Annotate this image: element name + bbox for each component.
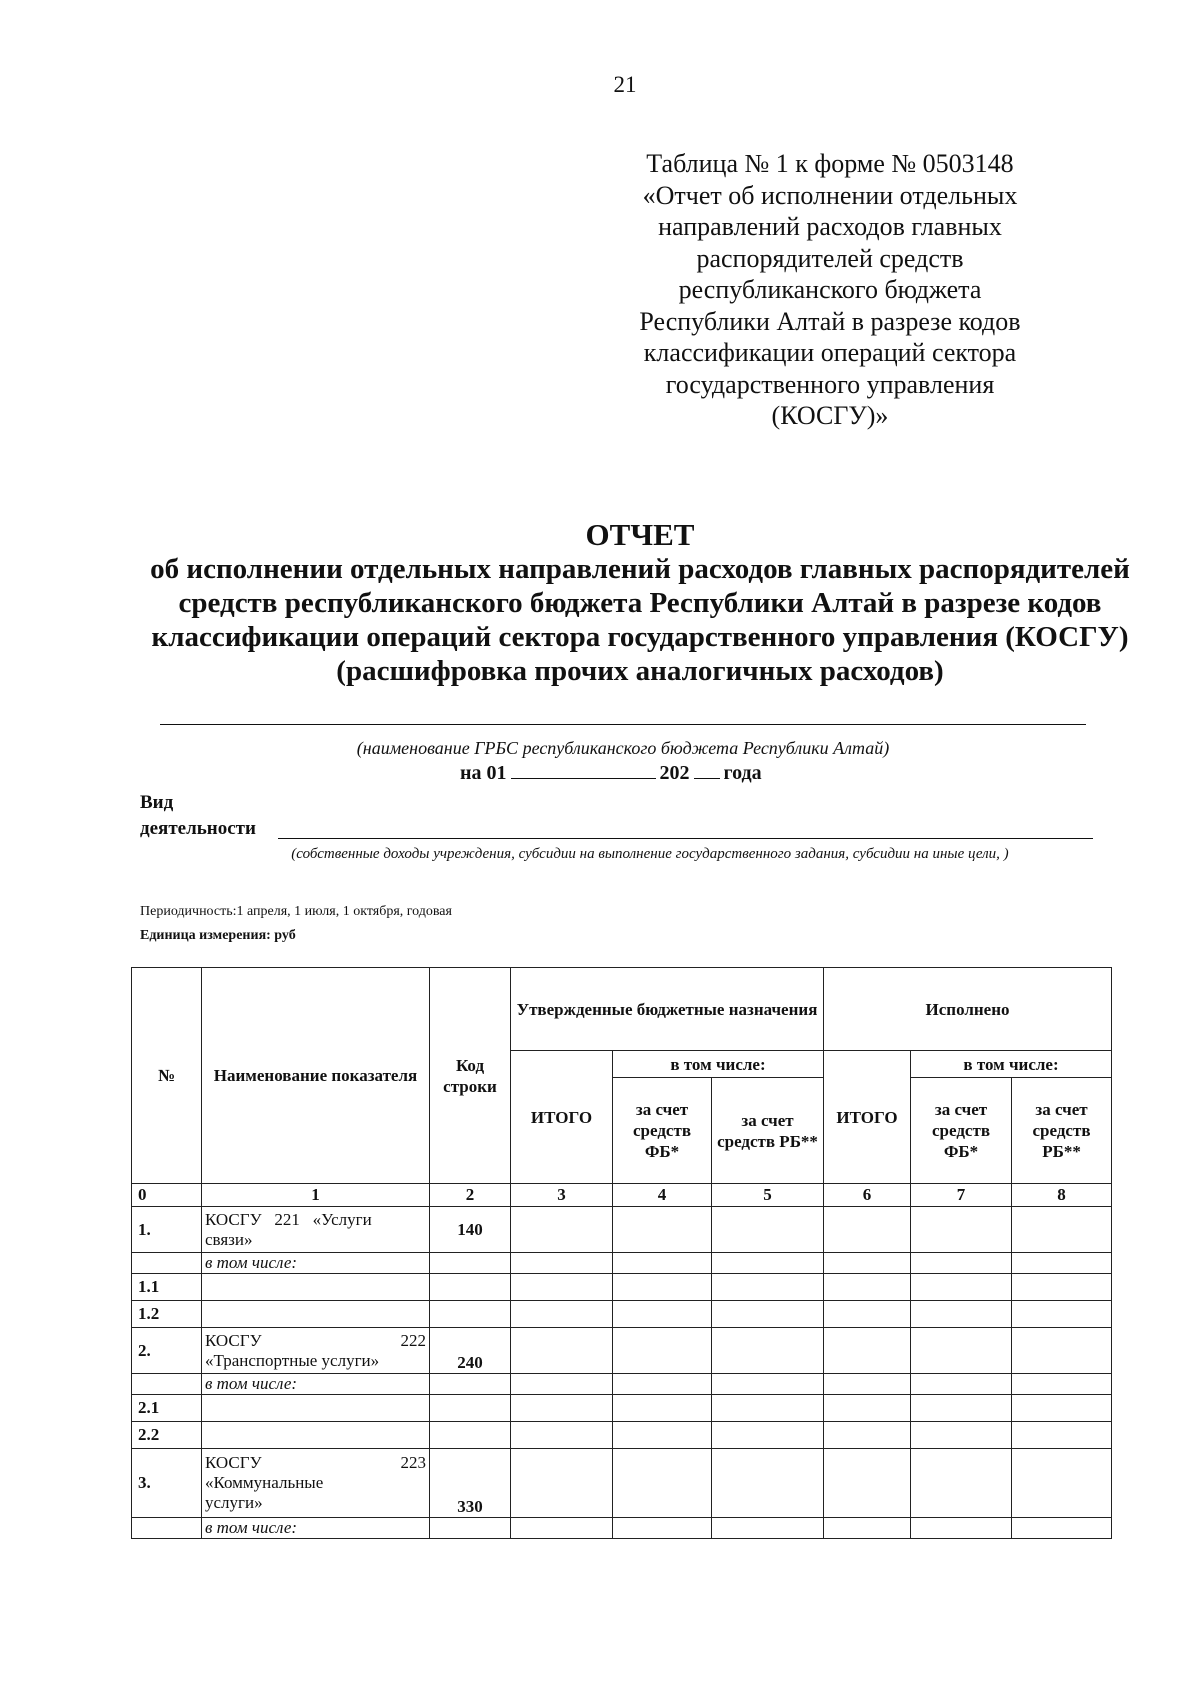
row-name-line: услуги» bbox=[205, 1493, 263, 1512]
report-table bbox=[131, 967, 1112, 1539]
value-cell[interactable] bbox=[1012, 1253, 1112, 1274]
header-executed: Исполнено bbox=[824, 968, 1112, 1051]
appendix-line: государственного управления bbox=[665, 369, 995, 399]
row-num: 1. bbox=[132, 1207, 202, 1253]
header-name: Наименование показателя bbox=[202, 968, 430, 1184]
row-name-line: «Коммунальные bbox=[205, 1473, 324, 1492]
appendix-line: классификации операций сектора bbox=[643, 338, 1017, 367]
grbs-note: (наименование ГРБС республиканского бюджета Республики Алтай) bbox=[356, 738, 890, 758]
date-month-blank[interactable] bbox=[511, 764, 656, 779]
including-label: в том числе: bbox=[202, 1518, 430, 1539]
value-cell[interactable] bbox=[202, 1301, 430, 1328]
value-cell[interactable] bbox=[824, 1422, 911, 1449]
value-cell[interactable] bbox=[911, 1328, 1012, 1374]
value-cell[interactable] bbox=[911, 1518, 1012, 1539]
value-cell[interactable] bbox=[613, 1374, 712, 1395]
row-code: 330 bbox=[430, 1449, 511, 1518]
row-num: 3. bbox=[132, 1449, 202, 1518]
table-row bbox=[132, 1328, 1112, 1374]
value-cell[interactable] bbox=[712, 1518, 824, 1539]
row-name-line: связи» bbox=[205, 1229, 253, 1249]
value-cell[interactable] bbox=[712, 1253, 824, 1274]
value-cell[interactable] bbox=[511, 1253, 613, 1274]
value-cell[interactable] bbox=[911, 1422, 1012, 1449]
value-cell[interactable] bbox=[824, 1328, 911, 1374]
value-cell[interactable] bbox=[824, 1253, 911, 1274]
value-cell[interactable] bbox=[911, 1253, 1012, 1274]
activity-label bbox=[140, 790, 256, 842]
value-cell[interactable] bbox=[1012, 1374, 1112, 1395]
value-cell[interactable] bbox=[430, 1274, 511, 1301]
table-row bbox=[132, 1518, 1112, 1539]
table-row bbox=[132, 1449, 1112, 1518]
appendix-line: (КОСГУ)» bbox=[771, 401, 889, 430]
value-cell[interactable] bbox=[613, 1301, 712, 1328]
value-cell[interactable] bbox=[613, 1395, 712, 1422]
value-cell[interactable] bbox=[911, 1274, 1012, 1301]
header-executed-rb: за счет средств РБ** bbox=[1012, 1078, 1112, 1184]
value-cell[interactable] bbox=[613, 1518, 712, 1539]
value-cell[interactable] bbox=[712, 1207, 824, 1253]
activity-line[interactable] bbox=[278, 838, 1093, 839]
value-cell[interactable] bbox=[511, 1207, 613, 1253]
value-cell[interactable] bbox=[430, 1395, 511, 1422]
header-approved: Утвержденные бюджетные назначения bbox=[511, 968, 824, 1051]
value-cell[interactable] bbox=[202, 1274, 430, 1301]
value-cell[interactable] bbox=[911, 1395, 1012, 1422]
value-cell[interactable] bbox=[712, 1301, 824, 1328]
value-cell[interactable] bbox=[1012, 1207, 1112, 1253]
value-cell[interactable] bbox=[430, 1422, 511, 1449]
header-executed-fb: за счет средств ФБ* bbox=[911, 1078, 1012, 1184]
date-year-blank[interactable] bbox=[694, 764, 720, 779]
row-name-line: «Транспортные услуги» bbox=[205, 1350, 380, 1370]
appendix-line: направлений расходов главных bbox=[658, 212, 1002, 241]
col-index: 5 bbox=[712, 1184, 824, 1207]
row-name-part: 222 bbox=[400, 1330, 426, 1350]
appendix-heading bbox=[630, 148, 1030, 432]
report-title-line: об исполнении отдельных направлений расходов главных распорядителей bbox=[150, 553, 1130, 585]
header-approved-total: ИТОГО bbox=[511, 1051, 613, 1184]
value-cell[interactable] bbox=[824, 1207, 911, 1253]
table-row bbox=[132, 1207, 1112, 1253]
row-num: 2.2 bbox=[132, 1422, 202, 1449]
value-cell[interactable] bbox=[824, 1395, 911, 1422]
value-cell[interactable] bbox=[613, 1449, 712, 1518]
row-name bbox=[202, 1207, 430, 1253]
value-cell[interactable] bbox=[511, 1518, 613, 1539]
value-cell[interactable] bbox=[824, 1518, 911, 1539]
value-cell[interactable] bbox=[911, 1374, 1012, 1395]
value-cell[interactable] bbox=[202, 1395, 430, 1422]
table-row bbox=[132, 1422, 1112, 1449]
activity-note: (собственные доходы учреждения, субсидии на выполнение государственного задания, субсидии на иные цели, ) bbox=[291, 846, 1009, 862]
row-name-line: КОСГУ 221 «Услуги bbox=[205, 1209, 372, 1229]
col-index: 8 bbox=[1012, 1184, 1112, 1207]
value-cell[interactable] bbox=[824, 1274, 911, 1301]
appendix-line: республиканского бюджета bbox=[678, 275, 982, 304]
value-cell[interactable] bbox=[511, 1422, 613, 1449]
header-num: № bbox=[132, 968, 202, 1184]
row-name bbox=[202, 1449, 430, 1518]
value-cell[interactable] bbox=[613, 1207, 712, 1253]
col-index: 3 bbox=[511, 1184, 613, 1207]
value-cell[interactable] bbox=[1012, 1274, 1112, 1301]
value-cell[interactable] bbox=[511, 1301, 613, 1328]
row-name-part: КОСГУ bbox=[205, 1453, 262, 1472]
row-num: 1.1 bbox=[132, 1274, 202, 1301]
value-cell[interactable] bbox=[511, 1395, 613, 1422]
date-year-prefix: 202 bbox=[659, 762, 690, 784]
value-cell[interactable] bbox=[1012, 1449, 1112, 1518]
header-approved-fb: за счет средств ФБ* bbox=[613, 1078, 712, 1184]
value-cell[interactable] bbox=[511, 1374, 613, 1395]
row-num: 2.1 bbox=[132, 1395, 202, 1422]
page-number: 21 bbox=[613, 72, 637, 97]
row-name bbox=[202, 1328, 430, 1374]
row-code: 140 bbox=[430, 1207, 511, 1253]
value-cell[interactable] bbox=[430, 1301, 511, 1328]
report-title-line: средств республиканского бюджета Республики Алтай в разрезе кодов bbox=[178, 587, 1102, 619]
row-num: 1.2 bbox=[132, 1301, 202, 1328]
including-label: в том числе: bbox=[202, 1253, 430, 1274]
appendix-line: распорядителей средств bbox=[696, 243, 964, 273]
value-cell[interactable] bbox=[712, 1449, 824, 1518]
value-cell[interactable] bbox=[511, 1328, 613, 1374]
value-cell[interactable] bbox=[712, 1328, 824, 1374]
row-num: 2. bbox=[132, 1328, 202, 1374]
grbs-name-line[interactable] bbox=[160, 724, 1086, 725]
row-name-line bbox=[205, 1453, 426, 1473]
table-row bbox=[132, 1374, 1112, 1395]
value-cell[interactable] bbox=[1012, 1422, 1112, 1449]
header-approved-including: в том числе: bbox=[613, 1051, 824, 1078]
report-title-main: ОТЧЕТ bbox=[585, 517, 695, 552]
value-cell[interactable] bbox=[613, 1422, 712, 1449]
value-cell[interactable] bbox=[1012, 1518, 1112, 1539]
appendix-line: Таблица № 1 к форме № 0503148 bbox=[646, 149, 1014, 178]
unit: Единица измерения: руб bbox=[140, 928, 296, 943]
value-cell[interactable] bbox=[511, 1274, 613, 1301]
appendix-line: Республики Алтай в разрезе кодов bbox=[639, 306, 1021, 336]
report-title bbox=[90, 518, 1190, 688]
date-suffix: года bbox=[723, 762, 762, 784]
value-cell[interactable] bbox=[712, 1274, 824, 1301]
value-cell[interactable] bbox=[1012, 1328, 1112, 1374]
report-title-line: (расшифровка прочих аналогичных расходов) bbox=[336, 655, 944, 687]
col-index: 4 bbox=[613, 1184, 712, 1207]
periodicity: Периодичность:1 апреля, 1 июля, 1 октября, годовая bbox=[140, 904, 452, 919]
table-row bbox=[132, 1395, 1112, 1422]
value-cell[interactable] bbox=[824, 1374, 911, 1395]
header-code: Код строки bbox=[430, 968, 511, 1184]
col-index: 1 bbox=[202, 1184, 430, 1207]
header-approved-rb: за счет средств РБ** bbox=[712, 1078, 824, 1184]
value-cell[interactable] bbox=[712, 1422, 824, 1449]
value-cell[interactable] bbox=[1012, 1301, 1112, 1328]
row-name-part: КОСГУ bbox=[205, 1330, 262, 1350]
header-executed-total: ИТОГО bbox=[824, 1051, 911, 1184]
value-cell[interactable] bbox=[911, 1207, 1012, 1253]
value-cell[interactable] bbox=[712, 1374, 824, 1395]
report-date-line bbox=[460, 762, 762, 785]
value-cell[interactable] bbox=[613, 1253, 712, 1274]
value-cell[interactable] bbox=[613, 1274, 712, 1301]
activity-label-line2: деятельности bbox=[140, 818, 256, 839]
row-name-part: 223 bbox=[400, 1453, 426, 1472]
value-cell[interactable] bbox=[613, 1328, 712, 1374]
activity-label-line1: Вид bbox=[140, 792, 174, 813]
col-index: 0 bbox=[132, 1184, 202, 1207]
appendix-line: «Отчет об исполнении отдельных bbox=[642, 180, 1018, 210]
col-index: 7 bbox=[911, 1184, 1012, 1207]
table-row bbox=[132, 1253, 1112, 1274]
including-label: в том числе: bbox=[202, 1374, 430, 1395]
header-executed-including: в том числе: bbox=[911, 1051, 1112, 1078]
table-row bbox=[132, 1274, 1112, 1301]
col-index: 2 bbox=[430, 1184, 511, 1207]
value-cell[interactable] bbox=[911, 1449, 1012, 1518]
report-title-line: классификации операций сектора государственного управления (КОСГУ) bbox=[151, 621, 1129, 653]
date-prefix: на 01 bbox=[460, 762, 507, 784]
value-cell[interactable] bbox=[911, 1301, 1012, 1328]
row-code: 240 bbox=[430, 1328, 511, 1374]
value-cell[interactable] bbox=[712, 1395, 824, 1422]
value-cell[interactable] bbox=[824, 1301, 911, 1328]
value-cell[interactable] bbox=[511, 1449, 613, 1518]
col-index: 6 bbox=[824, 1184, 911, 1207]
value-cell[interactable] bbox=[202, 1422, 430, 1449]
table-row bbox=[132, 1301, 1112, 1328]
row-name-line bbox=[205, 1331, 426, 1351]
value-cell[interactable] bbox=[1012, 1395, 1112, 1422]
value-cell[interactable] bbox=[824, 1449, 911, 1518]
